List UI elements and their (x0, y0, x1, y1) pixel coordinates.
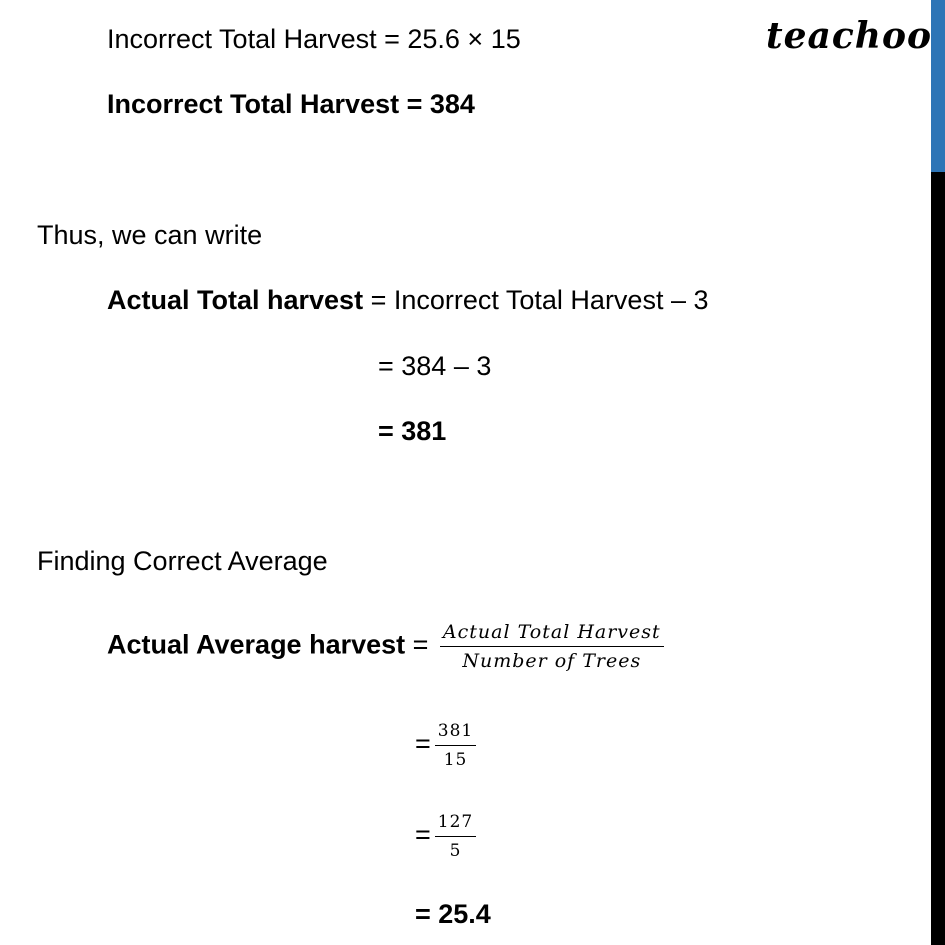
incorrect-total-result: Incorrect Total Harvest = 384 (107, 89, 475, 119)
incorrect-total-expression: Incorrect Total Harvest = 25.6 × 15 (107, 24, 521, 54)
fraction-numerator: Actual Total Harvest (440, 618, 664, 647)
actual-average-equals: = (405, 629, 436, 660)
fraction-381-over-15 (415, 717, 476, 774)
scrollbar-thumb[interactable] (931, 0, 945, 172)
fraction-numerator: 127 (435, 808, 476, 837)
final-result: = 25.4 (415, 899, 491, 929)
fraction-381-15 (435, 717, 476, 774)
equals-sign: = (415, 819, 431, 850)
actual-total-rhs: = Incorrect Total Harvest – 3 (363, 285, 709, 315)
finding-correct-average-heading: Finding Correct Average (37, 546, 328, 576)
actual-average-label: Actual Average harvest (107, 629, 406, 660)
fraction-denominator: 5 (449, 841, 462, 861)
fraction-denominator: 15 (443, 750, 468, 770)
thus-we-can-write: Thus, we can write (37, 220, 263, 250)
fraction-numerator: 381 (435, 717, 476, 746)
result-381: = 381 (378, 416, 447, 446)
step-384-minus-3: = 384 – 3 (378, 351, 492, 381)
actual-average-fraction (440, 618, 664, 675)
fraction-127-5 (435, 808, 476, 865)
fraction-127-over-5 (415, 808, 476, 865)
equals-sign: = (415, 728, 431, 759)
fraction-denominator: Number of Trees (462, 650, 642, 672)
actual-total-equation (107, 284, 709, 316)
actual-total-label: Actual Total harvest (107, 285, 364, 315)
teachoo-logo: teachoo (766, 15, 932, 57)
actual-average-equation (107, 618, 664, 675)
